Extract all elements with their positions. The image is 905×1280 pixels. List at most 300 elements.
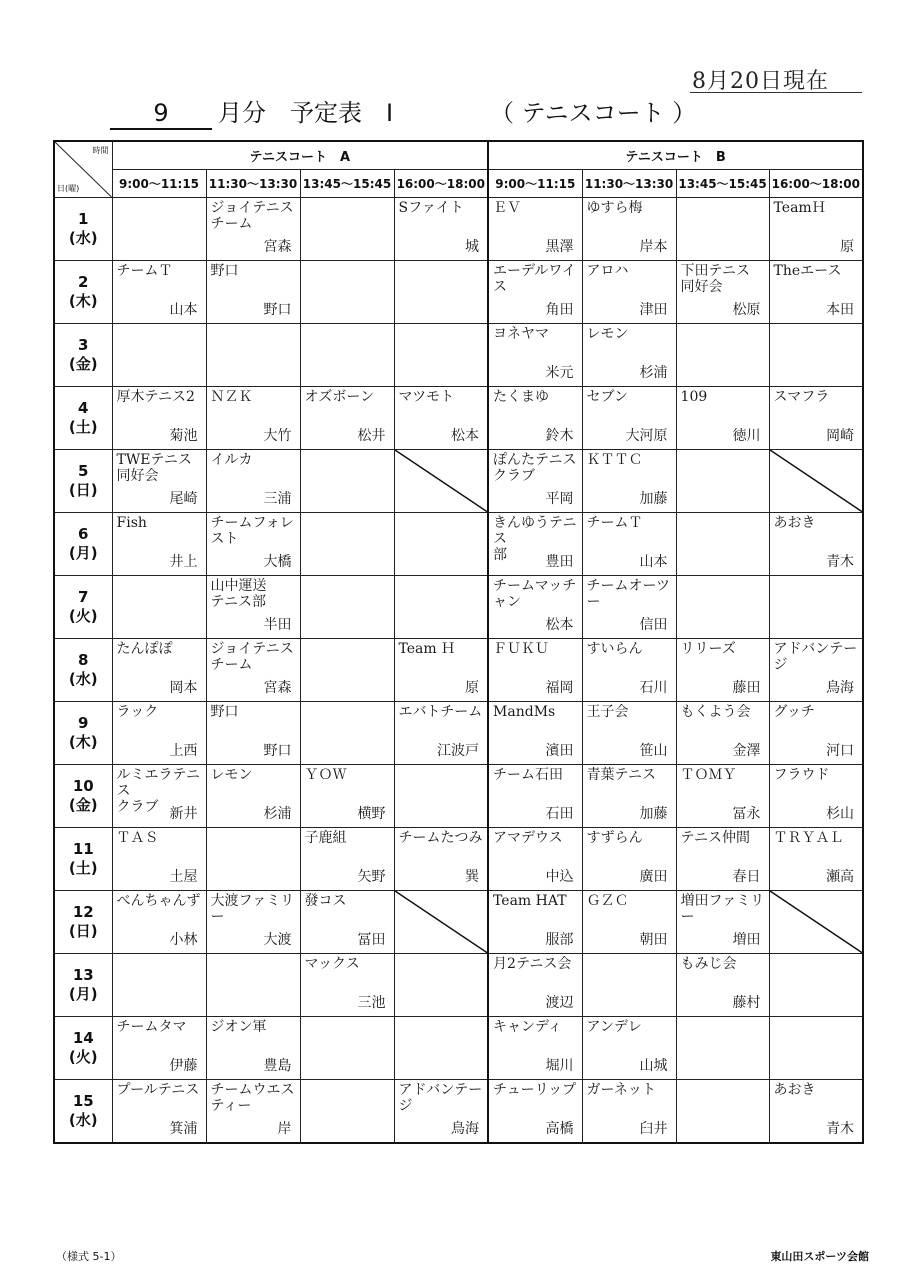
representative-name: 渡辺 (545, 995, 574, 1011)
team-name: アンデレ (586, 1019, 642, 1035)
booking-cell (300, 387, 394, 450)
table-row (54, 576, 863, 639)
booking-cell (112, 954, 206, 1017)
closed-diagonal (770, 891, 863, 953)
day-cell (54, 576, 112, 639)
representative-name: 宮森 (263, 239, 292, 255)
representative-name: 山本 (169, 302, 198, 318)
closed-slot (769, 450, 863, 513)
team-name: プールテニス (116, 1082, 200, 1098)
booking-cell (769, 954, 863, 1017)
team-name: たくまゆ (493, 389, 550, 405)
representative-name: 冨永 (732, 806, 761, 822)
day-of-week: (金) (68, 796, 98, 814)
booking-cell (488, 576, 582, 639)
team-name: Sファイト (398, 200, 464, 216)
team-name: たんぽぽ (116, 641, 173, 657)
team-name: ジョイテニス チーム (210, 200, 294, 232)
day-number: 2 (78, 273, 89, 291)
team-name: チームたつみ (398, 830, 483, 846)
team-name: 109 (680, 389, 708, 405)
form-number: （様式 5-1） (56, 1250, 122, 1263)
booking-cell (769, 639, 863, 702)
team-name: チームマッチャン (493, 578, 577, 610)
day-of-week: (日) (68, 481, 98, 499)
team-name: 下田テニス 同好会 (680, 263, 750, 295)
team-name: チーム石田 (493, 767, 564, 783)
booking-cell (676, 513, 769, 576)
booking-cell (769, 576, 863, 639)
day-cell (54, 450, 112, 513)
booking-cell (300, 198, 394, 261)
organization-name: 東山田スポーツ会館 (770, 1250, 869, 1263)
team-name: ＴＡＳ (116, 830, 159, 846)
day-number: 12 (72, 903, 94, 921)
booking-cell (300, 702, 394, 765)
booking-cell (394, 828, 488, 891)
day-of-week: (土) (68, 859, 98, 877)
booking-cell (112, 765, 206, 828)
booking-cell (676, 954, 769, 1017)
day-number: 8 (78, 651, 89, 669)
booking-cell (300, 261, 394, 324)
representative-name: 原 (840, 239, 855, 255)
representative-name: 濱田 (545, 743, 574, 759)
representative-name: 津田 (639, 302, 668, 318)
booking-cell (488, 891, 582, 954)
booking-cell (112, 891, 206, 954)
representative-name: 杉山 (826, 806, 855, 822)
booking-cell (769, 324, 863, 387)
team-name: チームＴ (116, 263, 173, 279)
booking-cell (769, 198, 863, 261)
representative-name: 増田 (732, 932, 761, 948)
booking-cell (300, 765, 394, 828)
team-name: エバトチーム (398, 704, 483, 720)
team-name: TWEテニス 同好会 (116, 452, 192, 484)
booking-cell (582, 639, 676, 702)
time-slot-header: 9:00～11:15 (488, 170, 582, 198)
booking-cell (488, 954, 582, 1017)
table-row (54, 954, 863, 1017)
team-name: チームオーツー (586, 578, 670, 610)
representative-name: 廣田 (639, 869, 668, 885)
as-of-date: 8月20日現在 (692, 69, 829, 94)
booking-cell (488, 261, 582, 324)
booking-cell (112, 828, 206, 891)
booking-cell (394, 513, 488, 576)
court-a-header: テニスコート A (112, 141, 488, 170)
team-name: リリーズ (680, 641, 736, 657)
representative-name: 三池 (357, 995, 386, 1011)
representative-name: 冨田 (357, 932, 386, 948)
booking-cell (582, 702, 676, 765)
day-cell (54, 198, 112, 261)
table-row (54, 1017, 863, 1080)
team-name: もくよう会 (680, 704, 751, 720)
booking-cell (769, 765, 863, 828)
team-name: スマフラ (773, 389, 830, 405)
booking-cell (206, 954, 300, 1017)
booking-cell (112, 576, 206, 639)
booking-cell (206, 765, 300, 828)
representative-name: 青木 (826, 554, 855, 570)
representative-name: 豊田 (545, 554, 574, 570)
team-name: ＫＴＴＣ (586, 452, 643, 468)
booking-cell (394, 1080, 488, 1144)
title-court: （ テニスコート ） (490, 99, 697, 127)
team-name: ルミエラテニス クラブ (116, 767, 200, 815)
booking-cell (488, 1080, 582, 1144)
closed-slot (394, 891, 488, 954)
booking-cell (488, 387, 582, 450)
booking-cell (582, 576, 676, 639)
booking-cell (582, 513, 676, 576)
representative-name: 堀川 (545, 1058, 574, 1074)
closed-diagonal (395, 450, 488, 512)
team-name: 青葉テニス (586, 767, 656, 783)
day-cell (54, 261, 112, 324)
representative-name: 本田 (826, 302, 855, 318)
team-name: アドバンテージ (773, 641, 858, 673)
representative-name: 河口 (826, 743, 855, 759)
booking-cell (676, 1017, 769, 1080)
booking-cell (206, 702, 300, 765)
corner-time-label: 時間 (92, 146, 109, 155)
team-name: チームＴ (586, 515, 643, 531)
team-name: TeamＨ (773, 200, 826, 216)
day-of-week: (月) (68, 544, 98, 562)
day-number: 1 (78, 210, 89, 228)
representative-name: 大竹 (263, 428, 292, 444)
representative-name: 服部 (545, 932, 574, 948)
representative-name: 福岡 (545, 680, 574, 696)
representative-name: 野口 (263, 743, 292, 759)
booking-cell (206, 576, 300, 639)
day-of-week: (水) (68, 229, 98, 247)
booking-cell (394, 639, 488, 702)
booking-cell (488, 198, 582, 261)
representative-name: 豊島 (263, 1058, 292, 1074)
booking-cell (488, 765, 582, 828)
team-name: マツモト (398, 389, 455, 405)
day-of-week: (日) (68, 922, 98, 940)
representative-name: 江波戸 (437, 743, 480, 759)
team-name: グッチ (773, 704, 815, 720)
booking-cell (582, 1017, 676, 1080)
representative-name: 信田 (639, 617, 668, 633)
team-name: ＥＶ (493, 200, 522, 216)
booking-cell (676, 387, 769, 450)
team-name: ジオン軍 (210, 1019, 267, 1035)
day-of-week: (木) (68, 733, 98, 751)
booking-cell (582, 1080, 676, 1144)
time-slot-header: 11:30～13:30 (206, 170, 300, 198)
booking-cell (112, 639, 206, 702)
day-number: 11 (72, 840, 94, 858)
table-row (54, 639, 863, 702)
team-name: ゆすら梅 (586, 200, 643, 216)
booking-cell (488, 324, 582, 387)
booking-cell (676, 765, 769, 828)
day-cell (54, 765, 112, 828)
booking-cell (300, 513, 394, 576)
day-number: 13 (72, 966, 94, 984)
representative-name: 横野 (357, 806, 386, 822)
representative-name: 大河原 (625, 428, 668, 444)
booking-cell (206, 513, 300, 576)
booking-cell (676, 198, 769, 261)
table-row (54, 891, 863, 954)
day-of-week: (土) (68, 418, 98, 436)
booking-cell (300, 639, 394, 702)
representative-name: 岡崎 (826, 428, 855, 444)
booking-cell (676, 639, 769, 702)
booking-cell (206, 450, 300, 513)
team-name: MandMs (493, 704, 556, 720)
representative-name: 臼井 (639, 1121, 668, 1137)
team-name: チューリップ (493, 1082, 577, 1098)
representative-name: 岡本 (169, 680, 198, 696)
booking-cell (300, 324, 394, 387)
booking-cell (582, 765, 676, 828)
booking-cell (394, 576, 488, 639)
booking-cell (769, 387, 863, 450)
representative-name: 青木 (826, 1121, 855, 1137)
booking-cell (112, 198, 206, 261)
representative-name: 瀬高 (826, 869, 855, 885)
as-of-underline (690, 92, 862, 93)
day-of-week: (金) (68, 355, 98, 373)
day-number: 4 (78, 399, 89, 417)
day-number: 5 (78, 462, 89, 480)
representative-name: 松本 (451, 428, 480, 444)
team-name: チームウエスティー (210, 1082, 295, 1114)
booking-cell (300, 1080, 394, 1144)
team-name: チームフォレスト (210, 515, 294, 547)
time-slot-header: 9:00～11:15 (112, 170, 206, 198)
team-name: フラウド (773, 767, 830, 783)
team-name: キャンディ (493, 1019, 562, 1035)
team-name: 野口 (210, 263, 239, 279)
day-number: 15 (72, 1092, 94, 1110)
booking-cell (206, 639, 300, 702)
team-name: ジョイテニス チーム (210, 641, 294, 673)
team-name: ラック (116, 704, 159, 720)
representative-name: 伊藤 (169, 1058, 198, 1074)
representative-name: 三浦 (263, 491, 292, 507)
day-number: 7 (78, 588, 89, 606)
representative-name: 新井 (169, 806, 198, 822)
title-suffix: 月分 予定表 Ⅰ (218, 99, 394, 127)
representative-name: 松井 (357, 428, 386, 444)
representative-name: 金澤 (732, 743, 761, 759)
page-title (110, 96, 750, 132)
representative-name: 小林 (169, 932, 198, 948)
booking-cell (112, 1080, 206, 1144)
representative-name: 上西 (169, 743, 198, 759)
time-slot-header: 13:45～15:45 (300, 170, 394, 198)
booking-cell (582, 954, 676, 1017)
booking-cell (206, 198, 300, 261)
booking-cell (300, 954, 394, 1017)
representative-name: 朝田 (639, 932, 668, 948)
booking-cell (582, 828, 676, 891)
team-name: ＮＺＫ (210, 389, 253, 405)
representative-name: 角田 (545, 302, 574, 318)
day-cell (54, 324, 112, 387)
booking-cell (676, 891, 769, 954)
table-row (54, 828, 863, 891)
team-name: 山中運送 テニス部 (210, 578, 267, 610)
team-name: あおき (773, 515, 816, 531)
representative-name: 岸本 (639, 239, 668, 255)
representative-name: 松本 (545, 617, 574, 633)
booking-cell (300, 576, 394, 639)
closed-slot (394, 450, 488, 513)
closed-slot (769, 891, 863, 954)
team-name: アドバンテージ (398, 1082, 483, 1114)
booking-cell (206, 387, 300, 450)
booking-cell (394, 387, 488, 450)
representative-name: 井上 (169, 554, 198, 570)
representative-name: 石川 (639, 680, 668, 696)
team-name: ＧＺＣ (586, 893, 629, 909)
booking-cell (769, 1017, 863, 1080)
day-number: 3 (78, 336, 89, 354)
booking-cell (488, 828, 582, 891)
title-month: 9 (110, 96, 212, 130)
booking-cell (676, 576, 769, 639)
booking-cell (394, 324, 488, 387)
booking-cell (488, 702, 582, 765)
representative-name: 山城 (639, 1058, 668, 1074)
representative-name: 藤田 (732, 680, 761, 696)
booking-cell (394, 954, 488, 1017)
representative-name: 加藤 (639, 806, 668, 822)
day-of-week: (火) (68, 607, 98, 625)
representative-name: 山本 (639, 554, 668, 570)
court-b-header: テニスコート B (488, 141, 863, 170)
team-name: Theエース (773, 263, 842, 279)
day-cell (54, 891, 112, 954)
team-name: ＹＯＷ (304, 767, 347, 783)
booking-cell (394, 1017, 488, 1080)
day-number: 10 (72, 777, 94, 795)
day-of-week: (月) (68, 985, 98, 1003)
team-name: アマデウス (493, 830, 563, 846)
booking-cell (206, 891, 300, 954)
team-name: アロハ (586, 263, 629, 279)
booking-cell (394, 198, 488, 261)
time-slot-header: 16:00～18:00 (769, 170, 863, 198)
booking-cell (769, 702, 863, 765)
team-name: テニス仲間 (680, 830, 750, 846)
day-of-week: (木) (68, 292, 98, 310)
representative-name: 平岡 (545, 491, 574, 507)
booking-cell (394, 765, 488, 828)
day-of-week: (水) (68, 1111, 98, 1129)
booking-cell (112, 261, 206, 324)
team-name: 大渡ファミリー (210, 893, 295, 925)
team-name: 王子会 (586, 704, 629, 720)
day-cell (54, 387, 112, 450)
representative-name: 鳥海 (826, 680, 855, 696)
table-row (54, 1080, 863, 1144)
table-row (54, 387, 863, 450)
team-name: きんゆうテニス 部 (493, 515, 577, 563)
team-name: 増田ファミリー (680, 893, 765, 925)
booking-cell (206, 828, 300, 891)
representative-name: 大渡 (263, 932, 292, 948)
day-cell (54, 702, 112, 765)
booking-cell (582, 450, 676, 513)
team-name: Team Ｈ (398, 641, 456, 657)
representative-name: 鳥海 (451, 1121, 480, 1137)
team-name: 發コス (304, 893, 347, 909)
table-row (54, 513, 863, 576)
team-name: 月2テニス会 (493, 956, 572, 972)
team-name: 厚木テニス2 (116, 389, 195, 405)
booking-cell (582, 198, 676, 261)
booking-cell (488, 1017, 582, 1080)
team-name: レモン (210, 767, 253, 783)
booking-cell (206, 324, 300, 387)
team-name: あおき (773, 1082, 816, 1098)
team-name: イルカ (210, 452, 253, 468)
representative-name: 杉浦 (263, 806, 292, 822)
representative-name: 藤村 (732, 995, 761, 1011)
representative-name: 笹山 (639, 743, 668, 759)
booking-cell (300, 450, 394, 513)
booking-cell (676, 702, 769, 765)
representative-name: 石田 (545, 806, 574, 822)
team-name: ガーネット (586, 1082, 656, 1098)
time-slot-header: 16:00～18:00 (394, 170, 488, 198)
team-name: オズボーン (304, 389, 375, 405)
representative-name: 中込 (545, 869, 574, 885)
day-cell (54, 1017, 112, 1080)
team-name: ぽんたテニス クラブ (493, 452, 577, 484)
header-corner (54, 141, 112, 198)
representative-name: 巽 (465, 869, 480, 885)
booking-cell (676, 1080, 769, 1144)
booking-cell (676, 828, 769, 891)
booking-cell (300, 1017, 394, 1080)
representative-name: 城 (465, 239, 480, 255)
closed-diagonal (395, 891, 488, 953)
representative-name: 高橋 (545, 1121, 574, 1137)
table-row (54, 324, 863, 387)
representative-name: 土屋 (169, 869, 198, 885)
representative-name: 大橋 (263, 554, 292, 570)
day-cell (54, 828, 112, 891)
representative-name: 半田 (263, 617, 292, 633)
day-number: 6 (78, 525, 89, 543)
booking-cell (112, 513, 206, 576)
booking-cell (488, 639, 582, 702)
booking-cell (676, 261, 769, 324)
booking-cell (769, 513, 863, 576)
booking-cell (488, 513, 582, 576)
booking-cell (582, 891, 676, 954)
booking-cell (394, 261, 488, 324)
representative-name: 鈴木 (545, 428, 574, 444)
day-cell (54, 1080, 112, 1144)
team-name: すずらん (586, 830, 643, 846)
booking-cell (676, 324, 769, 387)
representative-name: 岸 (277, 1121, 292, 1137)
